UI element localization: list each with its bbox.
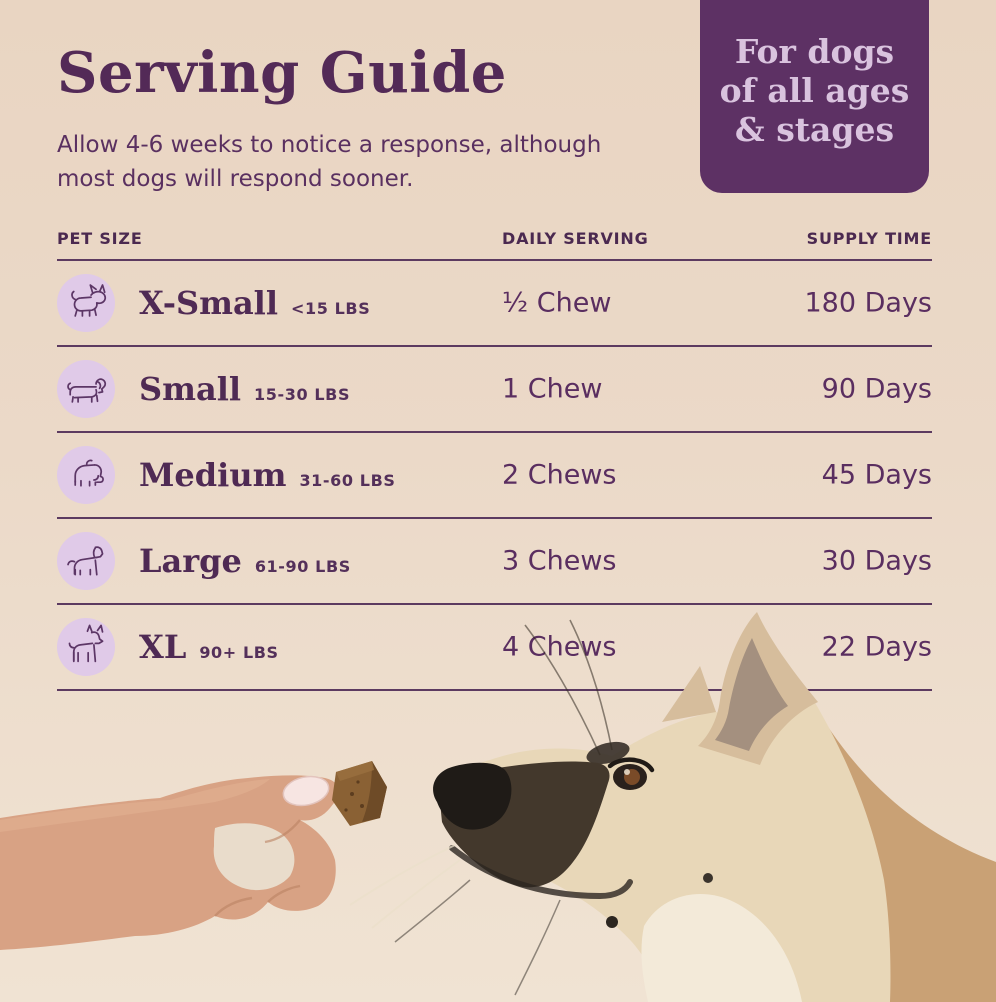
- pet-weight-label: 31-60 LBS: [299, 470, 396, 490]
- large-icon-circle: [57, 532, 115, 590]
- supply-time-value: 30 Days: [821, 545, 932, 577]
- pet-size-label: XL: [139, 628, 187, 666]
- dachshund-dog-icon: [63, 366, 109, 412]
- supply-time-value: 45 Days: [821, 459, 932, 491]
- daily-serving-value: 4 Chews: [502, 631, 617, 663]
- pet-size-label: X-Small: [139, 284, 278, 322]
- pet-weight-label: <15 LBS: [290, 298, 371, 318]
- column-header-daily-serving: DAILY SERVING: [502, 229, 649, 248]
- column-header-pet-size: PET SIZE: [57, 229, 143, 248]
- badge-line-2: of all ages: [719, 71, 910, 110]
- column-header-supply-time: SUPPLY TIME: [806, 229, 932, 248]
- serving-table: [57, 259, 932, 691]
- subtitle: [57, 128, 601, 196]
- pet-weight-label: 61-90 LBS: [254, 556, 351, 576]
- badge-line-3: & stages: [734, 110, 895, 149]
- xl-icon-circle: [57, 618, 115, 676]
- table-row-small: [57, 347, 932, 433]
- pet-weight-label: 15-30 LBS: [254, 384, 351, 404]
- pet-size-label: Small: [139, 370, 242, 408]
- chew-treat: [332, 761, 387, 826]
- subtitle-line-1: Allow 4-6 weeks to notice a response, although: [57, 132, 602, 158]
- dog-nose: [433, 763, 511, 830]
- great-dane-dog-icon: [63, 624, 109, 670]
- pet-weight-label: 90+ LBS: [199, 642, 279, 662]
- bulldog-dog-icon: [63, 452, 109, 498]
- daily-serving-value: 3 Chews: [502, 545, 617, 577]
- daily-serving-value: ½ Chew: [502, 287, 612, 319]
- medium-icon-circle: [57, 446, 115, 504]
- table-row-xsmall: [57, 261, 932, 347]
- daily-serving-value: 2 Chews: [502, 459, 617, 491]
- subtitle-line-2: most dogs will respond sooner.: [57, 166, 414, 192]
- xsmall-icon-circle: [57, 274, 115, 332]
- pet-size-label: Large: [139, 542, 242, 580]
- table-row-medium: [57, 433, 932, 519]
- hand-holding-chew: [0, 761, 387, 950]
- supply-time-value: 180 Days: [804, 287, 932, 319]
- supply-time-value: 22 Days: [821, 631, 932, 663]
- table-row-large: [57, 519, 932, 605]
- pet-size-label: Medium: [139, 456, 287, 494]
- retriever-dog-icon: [63, 538, 109, 584]
- page-title: Serving Guide: [57, 40, 507, 106]
- thumb-nail: [281, 773, 332, 810]
- dog-eye: [610, 760, 652, 790]
- table-row-xl: [57, 605, 932, 691]
- all-ages-badge: [700, 0, 929, 193]
- supply-time-value: 90 Days: [821, 373, 932, 405]
- badge-line-1: For dogs: [734, 32, 895, 71]
- chihuahua-dog-icon: [63, 280, 109, 326]
- daily-serving-value: 1 Chew: [502, 373, 603, 405]
- small-icon-circle: [57, 360, 115, 418]
- hand-finger-gap: [214, 823, 295, 890]
